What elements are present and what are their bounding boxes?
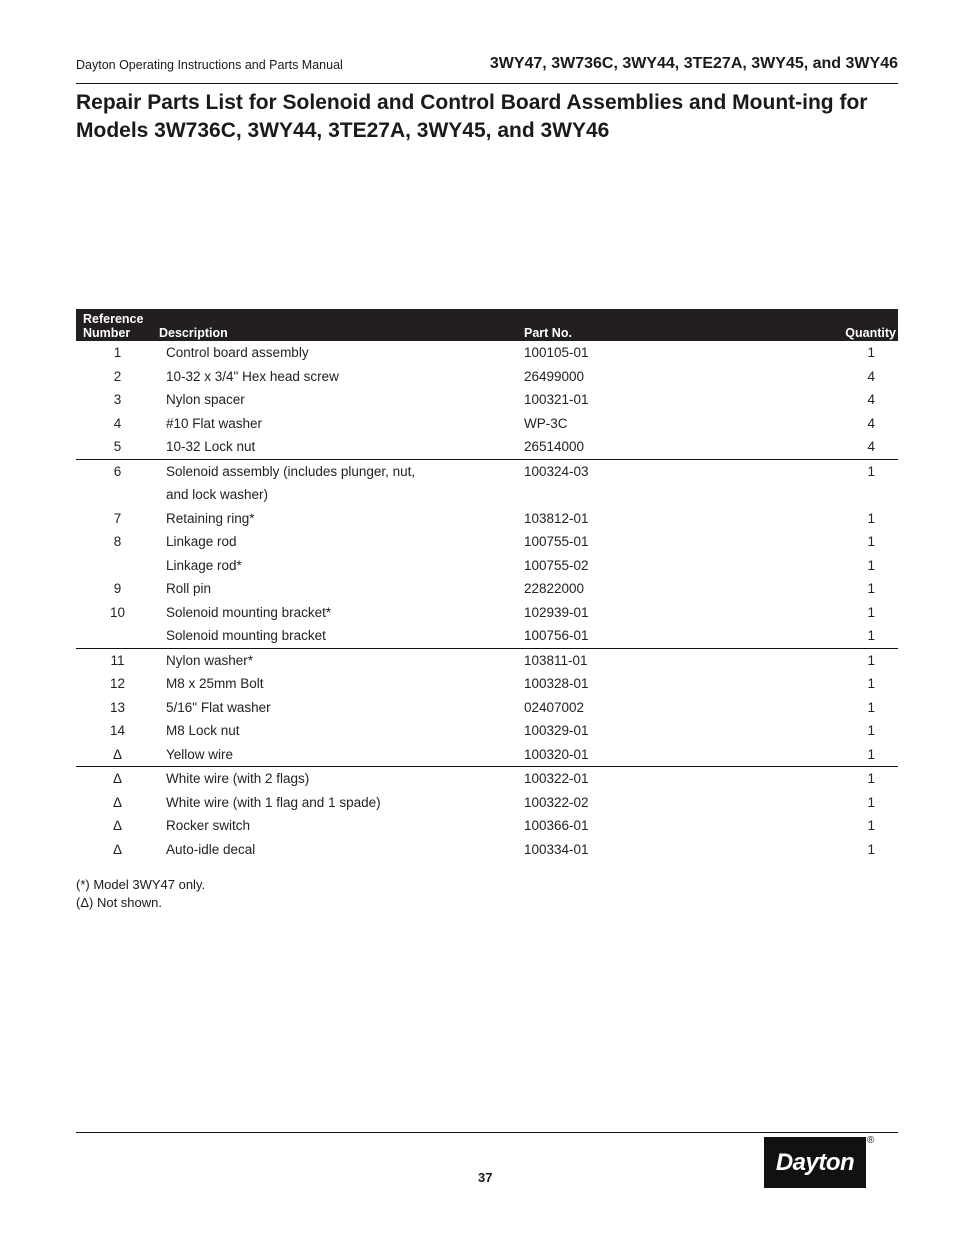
quantity-header: Quantity (845, 326, 896, 340)
part-no-cell: 103811-01 (524, 648, 764, 672)
table-row (76, 743, 898, 767)
table-row (76, 459, 898, 483)
description-cell: 10-32 x 3/4" Hex head screw (166, 368, 339, 384)
description-cell: M8 Lock nut (166, 723, 240, 739)
table-row (76, 365, 898, 389)
description-cell: Yellow wire (166, 746, 234, 762)
part-no-cell: 102939-01 (524, 604, 589, 620)
part-no-cell: 100322-02 (524, 794, 589, 810)
quantity-cell: 1 (867, 628, 875, 644)
ref-number-cell: Δ (112, 746, 123, 762)
table-row (76, 554, 898, 578)
ref-header-line2: Number (83, 326, 131, 340)
ref-number-cell (76, 483, 159, 507)
ref-number-cell: 11 (76, 648, 159, 672)
model-list: 3WY47, 3W736C, 3WY44, 3TE27A, 3WY45, and 3WY46 (489, 55, 898, 72)
ref-number-cell: Δ (112, 794, 123, 810)
ref-number-cell: 5 (113, 439, 122, 455)
part-no-cell: 22822000 (524, 581, 585, 597)
parts-body (76, 341, 898, 861)
description-cell: Nylon spacer (166, 392, 245, 408)
table-row (76, 791, 898, 815)
part-no-cell: 100755-01 (524, 534, 589, 550)
part-no-cell: 100321-01 (524, 392, 589, 408)
description-cell: Solenoid assembly (includes plunger, nut, (159, 459, 524, 483)
quantity-cell: 1 (764, 767, 898, 791)
table-row (76, 719, 898, 743)
description-cell: 5/16" Flat washer (166, 699, 271, 715)
table-row (76, 814, 898, 838)
ref-number-cell (76, 624, 159, 648)
part-no-cell: 100328-01 (524, 676, 589, 692)
quantity-cell: 1 (867, 534, 875, 550)
quantity-cell: 1 (764, 459, 898, 483)
part-no-cell: 100105-01 (524, 345, 589, 361)
part-no-header: Part No. (524, 326, 572, 340)
ref-number-cell: Δ (112, 818, 123, 834)
part-no-cell: 100320-01 (524, 746, 589, 762)
description-cell: White wire (with 1 flag and 1 spade) (166, 794, 381, 810)
quantity-cell: 1 (867, 345, 875, 361)
part-no-cell: 100334-01 (524, 841, 589, 857)
quantity-cell: 4 (867, 392, 875, 408)
table-row (76, 696, 898, 720)
table-row (76, 577, 898, 601)
part-no-cell: 26499000 (524, 368, 585, 384)
quantity-cell: 1 (764, 648, 898, 672)
quantity-cell: 1 (867, 557, 875, 573)
quantity-cell: 4 (867, 439, 875, 455)
registered-mark: ® (867, 1135, 875, 1146)
part-no-cell: 100755-02 (524, 557, 589, 573)
description-header: Description (159, 326, 228, 340)
footnote-model-only: (*) Model 3WY47 only. (76, 877, 206, 892)
page-title: Repair Parts List for Solenoid and Control Board Assemblies and Mount-ing for Models 3W736C, 3WY44, 3TE27A, 3WY45, and 3WY46 (76, 91, 868, 142)
description-cell: M8 x 25mm Bolt (166, 676, 264, 692)
dayton-logo: Dayton (764, 1137, 866, 1188)
description-cell: Auto-idle decal (166, 841, 256, 857)
description-cell: White wire (with 2 flags) (159, 767, 524, 791)
manual-title: Dayton Operating Instructions and Parts Manual (76, 58, 343, 72)
part-no-cell: 100756-01 (524, 628, 589, 644)
part-no-cell: 100324-03 (524, 459, 764, 483)
ref-number-cell: 10 (109, 604, 126, 620)
table-row (76, 388, 898, 412)
table-row (76, 507, 898, 531)
ref-number-cell (76, 554, 159, 578)
table-header-row (76, 309, 898, 341)
quantity-cell: 1 (867, 723, 875, 739)
description-cell: 10-32 Lock nut (166, 439, 256, 455)
quantity-cell: 1 (867, 841, 875, 857)
description-cell: Linkage rod (166, 534, 237, 550)
part-no-cell: 100322-01 (524, 767, 764, 791)
table-row (76, 412, 898, 436)
ref-number-cell: Δ (112, 841, 123, 857)
table-row (76, 435, 898, 459)
ref-number-cell: 2 (113, 368, 122, 384)
description-cell: Control board assembly (166, 345, 309, 361)
table-row (76, 648, 898, 672)
quantity-cell (764, 483, 898, 507)
quantity-cell: 1 (867, 818, 875, 834)
quantity-cell: 4 (867, 415, 875, 431)
quantity-cell: 4 (867, 368, 875, 384)
description-cell: Nylon washer* (159, 648, 524, 672)
quantity-cell: 1 (867, 604, 875, 620)
ref-number-cell: 13 (109, 699, 126, 715)
description-cell: Solenoid mounting bracket (166, 628, 326, 644)
quantity-cell: 1 (867, 794, 875, 810)
quantity-cell: 1 (867, 581, 875, 597)
footnote-not-shown: (Δ) Not shown. (76, 895, 162, 910)
description-cell: Solenoid mounting bracket* (166, 604, 332, 620)
ref-number-cell: 1 (113, 345, 122, 361)
ref-number-cell: 4 (113, 415, 122, 431)
ref-number-cell: 12 (109, 676, 126, 692)
part-no-cell: WP-3C (524, 415, 568, 431)
table-row (76, 624, 898, 648)
description-cell: and lock washer) (166, 487, 269, 503)
footnotes (76, 876, 205, 912)
footer-rule (76, 1132, 898, 1133)
ref-number-cell: 3 (113, 392, 122, 408)
table-row (76, 672, 898, 696)
quantity-cell: 1 (867, 676, 875, 692)
table-row (76, 601, 898, 625)
part-no-cell: 26514000 (524, 439, 585, 455)
part-no-cell: 100329-01 (524, 723, 589, 739)
table-row (76, 767, 898, 791)
description-cell: Roll pin (166, 581, 212, 597)
table-row (76, 341, 898, 365)
description-cell: #10 Flat washer (166, 415, 263, 431)
ref-header-line1: Reference (83, 312, 144, 326)
table-row (76, 483, 898, 507)
ref-number-cell: 8 (113, 534, 122, 550)
quantity-cell: 1 (867, 746, 875, 762)
ref-number-cell: 14 (109, 723, 126, 739)
parts-table (76, 309, 898, 861)
table-row (76, 530, 898, 554)
ref-number-header (76, 309, 159, 341)
part-no-cell: 103812-01 (524, 510, 589, 526)
ref-number-cell: 7 (113, 510, 122, 526)
quantity-cell: 1 (867, 510, 875, 526)
ref-number-cell: 9 (113, 581, 122, 597)
quantity-cell: 1 (867, 699, 875, 715)
page-number: 37 (478, 1170, 493, 1185)
part-no-cell: 02407002 (524, 699, 585, 715)
ref-number-cell: 6 (76, 459, 159, 483)
description-cell: Rocker switch (166, 818, 251, 834)
table-row (76, 838, 898, 862)
header-rule (76, 83, 898, 84)
description-cell: Retaining ring* (166, 510, 255, 526)
description-cell: Linkage rod* (166, 557, 242, 573)
part-no-cell (524, 483, 764, 507)
ref-number-cell: Δ (76, 767, 159, 791)
part-no-cell: 100366-01 (524, 818, 589, 834)
